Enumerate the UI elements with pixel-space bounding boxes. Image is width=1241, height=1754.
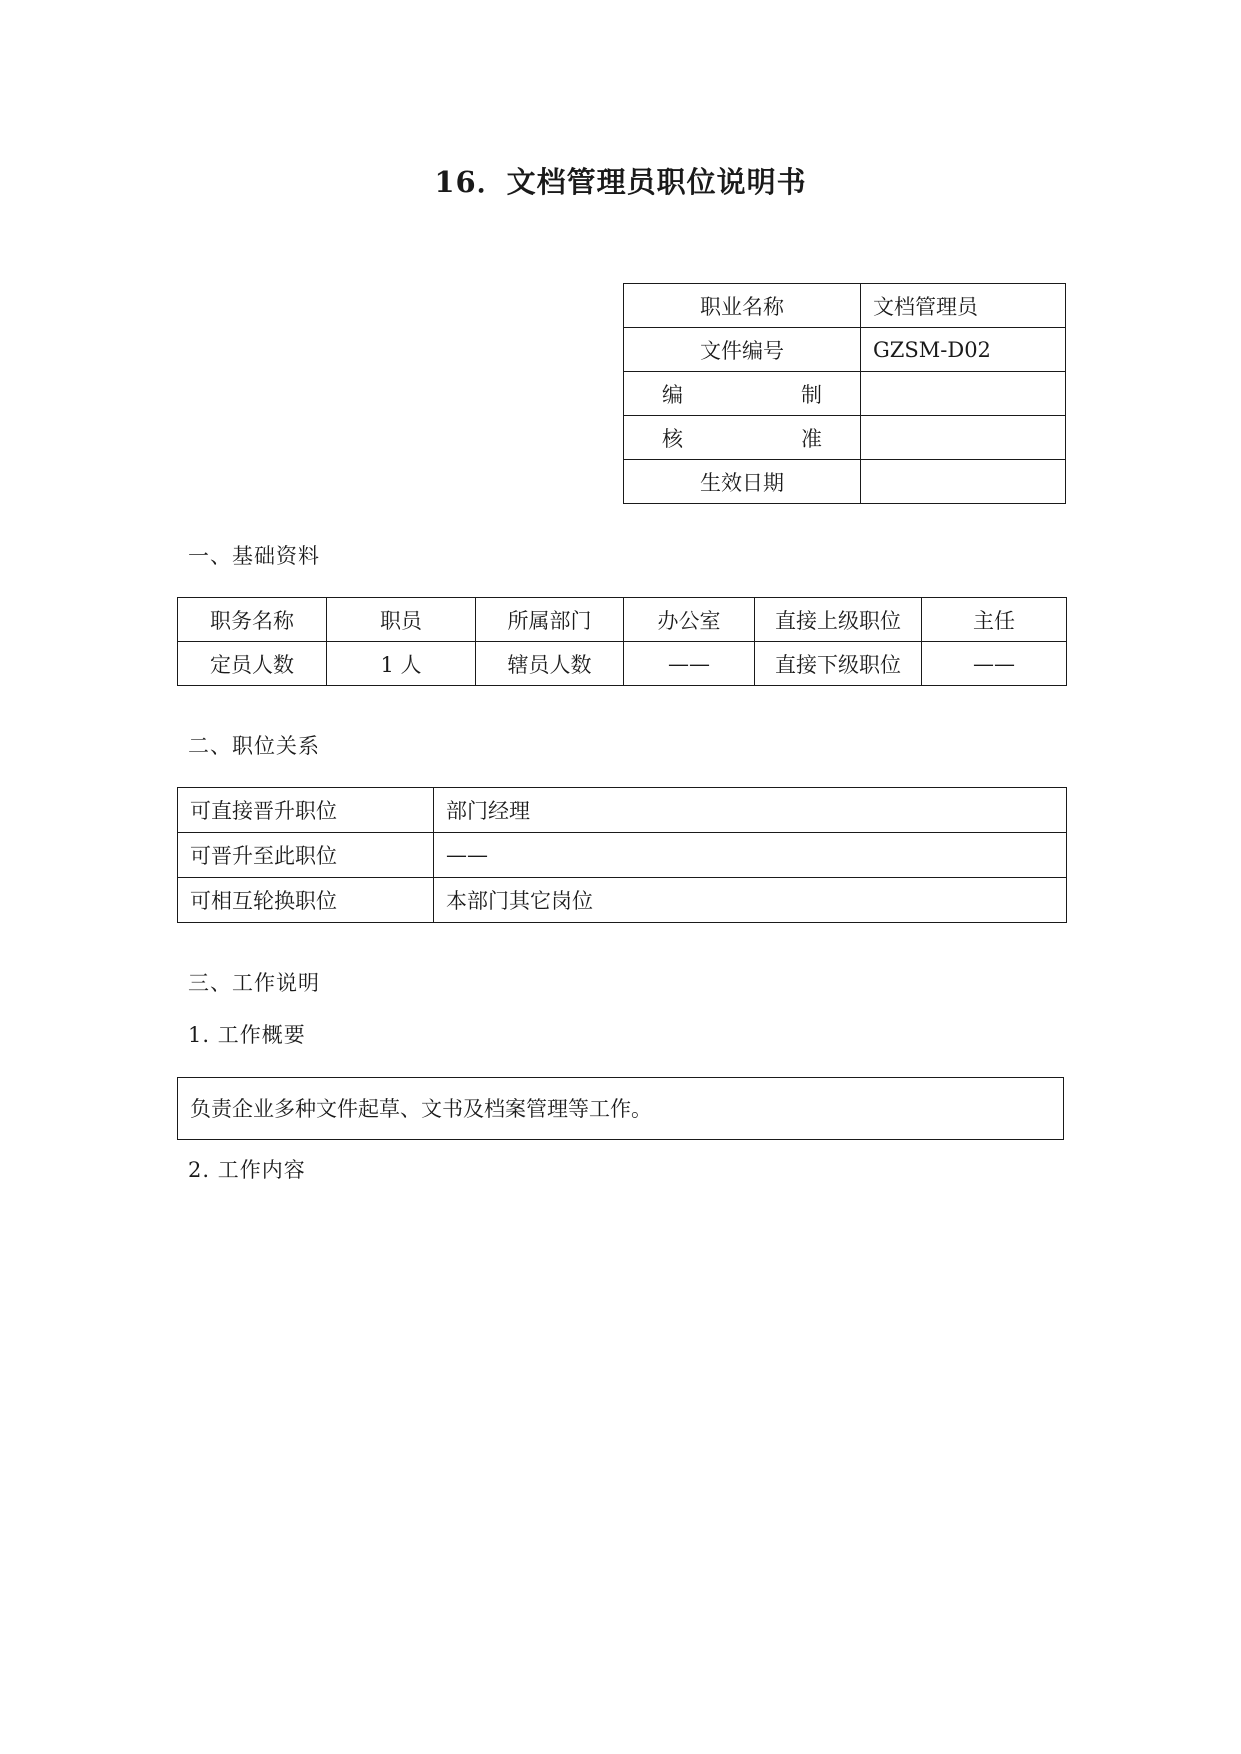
document-title: 16．文档管理员职位说明书 xyxy=(434,165,807,199)
table-cell: —— xyxy=(922,642,1067,686)
position-relations-table xyxy=(177,787,1067,923)
meta-label: 文件编号 xyxy=(624,328,861,372)
subheading-job-summary: 1. 工作概要 xyxy=(188,1023,306,1047)
table-cell: 辖员人数 xyxy=(476,642,624,686)
table-cell: 直接下级职位 xyxy=(755,642,922,686)
table-row xyxy=(178,878,1067,923)
table-cell: 所属部门 xyxy=(476,598,624,642)
relation-label: 可直接晋升职位 xyxy=(178,788,434,833)
meta-value: 文档管理员 xyxy=(861,284,1066,328)
relation-value: 本部门其它岗位 xyxy=(434,878,1067,923)
section-heading-job-description: 三、工作说明 xyxy=(188,971,320,995)
meta-row xyxy=(624,460,1066,504)
relation-label: 可晋升至此职位 xyxy=(178,833,434,878)
meta-label: 核准 xyxy=(624,416,861,460)
meta-value xyxy=(861,460,1066,504)
relation-label: 可相互轮换职位 xyxy=(178,878,434,923)
table-cell: —— xyxy=(624,642,755,686)
section-heading-position-relations: 二、职位关系 xyxy=(188,734,320,758)
table-row xyxy=(178,598,1067,642)
job-summary-box: 负责企业多种文件起草、文书及档案管理等工作。 xyxy=(177,1077,1064,1140)
relation-value: 部门经理 xyxy=(434,788,1067,833)
basic-info-table xyxy=(177,597,1067,686)
meta-label: 职业名称 xyxy=(624,284,861,328)
meta-label: 生效日期 xyxy=(624,460,861,504)
table-row xyxy=(178,833,1067,878)
meta-row xyxy=(624,372,1066,416)
table-cell: 职员 xyxy=(327,598,476,642)
document-meta-table xyxy=(623,283,1066,504)
meta-row xyxy=(624,328,1066,372)
subheading-job-content: 2. 工作内容 xyxy=(188,1158,306,1182)
table-row xyxy=(178,788,1067,833)
table-cell: 定员人数 xyxy=(178,642,327,686)
relation-value: —— xyxy=(434,833,1067,878)
meta-row xyxy=(624,284,1066,328)
meta-value: GZSM-D02 xyxy=(861,328,1066,372)
table-cell: 主任 xyxy=(922,598,1067,642)
meta-value xyxy=(861,372,1066,416)
table-cell: 直接上级职位 xyxy=(755,598,922,642)
meta-value xyxy=(861,416,1066,460)
table-row xyxy=(178,642,1067,686)
section-heading-basic-info: 一、基础资料 xyxy=(188,544,320,568)
meta-row xyxy=(624,416,1066,460)
table-cell: 办公室 xyxy=(624,598,755,642)
meta-label: 编制 xyxy=(624,372,861,416)
table-cell: 1 人 xyxy=(327,642,476,686)
table-cell: 职务名称 xyxy=(178,598,327,642)
